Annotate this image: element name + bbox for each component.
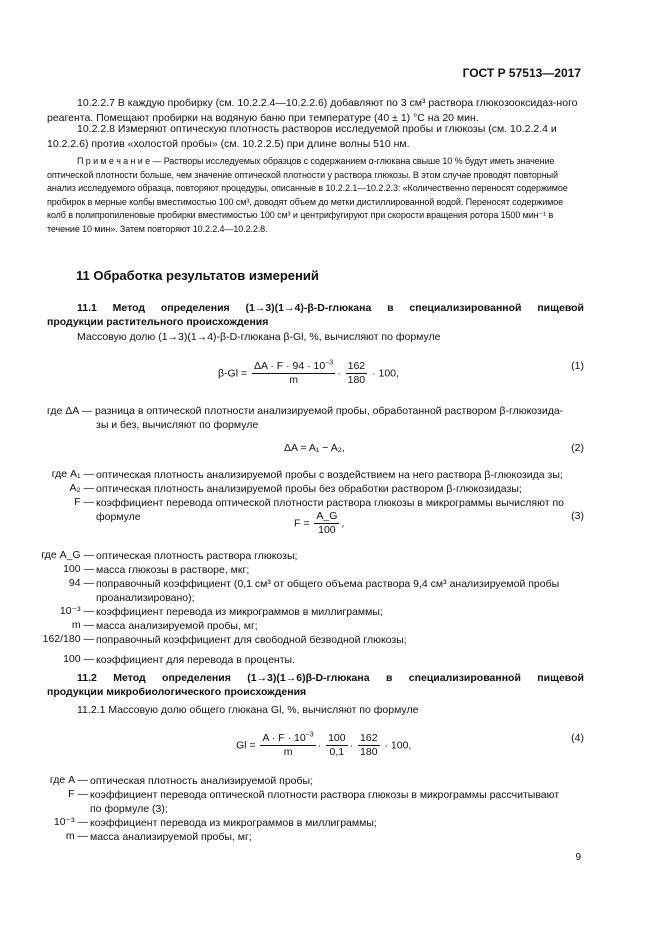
def-symbol: где A₁ — <box>51 468 94 480</box>
def-text: масса глюкозы в растворе, мкг; <box>96 564 250 576</box>
section-11-2-title-line2: продукции микробиологического происхождения <box>47 686 307 698</box>
def-text: проанализировано); <box>96 592 195 604</box>
section-11-1-title-line2: продукции растительного происхождения <box>47 316 269 328</box>
def-text: коэффициент перевода из микрограммов в миллиграммы; <box>90 817 377 829</box>
equation-3: F = $\frac{A\_G}{100}$ , <box>294 510 345 536</box>
section-11-1-intro: Массовую долю (1→3)(1→4)-β-D-глюкана β-Gl, %, вычисляют по формуле <box>77 331 441 343</box>
def-text: коэффициент перевода оптической плотности раствора глюкозы в микрограммы рассчитывают <box>90 789 560 801</box>
def-text: коэффициент перевода из микрограммов в миллиграммы; <box>96 606 383 618</box>
def-text: коэффициент перевода оптической плотности раствора глюкозы в микрограммы вычисляют по <box>96 497 565 509</box>
section-11-2-1-intro: 11.2.1 Массовую долю общего глюкана Gl, %, вычисляют по формуле <box>77 704 419 716</box>
def-symbol: 100 — <box>63 563 94 575</box>
def-text: поправочный коэффициент для свободной безводной глюкозы; <box>96 634 407 646</box>
eq4-fraction-1: $\frac{A \cdot F \cdot 10^{-3}}{m}$ <box>262 731 314 758</box>
def-text: оптическая плотность анализируемой пробы без обработки раствором β-глюкозидазы; <box>96 483 522 495</box>
def-text: по формуле (3); <box>90 803 168 815</box>
def-symbol: F — <box>74 496 94 508</box>
equation-3-number: (3) <box>571 510 584 522</box>
paragraph-10228: 10.2.2.8 Измеряют оптическую плотность растворов исследуемой пробы и глюкозы (см. 10.2.2.4 и 10.2.2.6) против «холостой пробы» (см. 10.2.2.5) при длине волны 510 нм. <box>47 123 557 150</box>
def-symbol: 10⁻³ — <box>53 816 88 828</box>
def-symbol: F — <box>68 788 88 800</box>
def-text: масса анализируемой пробы, мг; <box>96 620 258 632</box>
eq1-fraction-2: $\frac{162}{180}$ <box>347 360 366 386</box>
section-11-1-title-line1: 11.1 Метод определения (1→3)(1→4)-β-D-глюкана в специализированной пищевой <box>77 302 584 314</box>
equation-1-number: (1) <box>571 360 584 372</box>
def-text: масса анализируемой пробы, мг; <box>90 831 252 843</box>
page-number: 9 <box>575 852 581 863</box>
eq3-fraction: $\frac{A\_G}{100}$ <box>316 510 338 536</box>
def-symbol: m — <box>65 830 88 842</box>
def-symbol: A₂ — <box>69 482 94 494</box>
def-symbol: 94 — <box>68 577 94 589</box>
document-header: ГОСТ Р 57513—2017 <box>462 66 581 80</box>
eq1-fraction-1: $\frac{\Delta A \cdot F \cdot 94 \cdot 10^{-3}}{m}$ <box>254 359 334 386</box>
eq1-lhs: β-Gl = <box>218 367 248 380</box>
def-symbol: 100 — <box>63 653 94 665</box>
note: П р и м е ч а н и е — Растворы исследуемых образцов с содержанием α-глюкана свыше 10 % будут иметь значение оптической плотности больше, чем значение оптической плотности у раствора глюкозы. В этом случае проводят повторный анализ исследуемого образца, повторяют процедуры, описанные в 10.2.2.1—10.2.2.3: «Количественно переносят содержимое пробирок в мерные колбы вместимостью 100 см³, доводят объем до метки дистиллированной водой. Переносят содержимое колб в полипропиленовые пробирки вместимостью 100 см³ и центрифугируют при скорости вращения ротора 1500 мин⁻¹ в течение 10 мин». Затем повторяют 10.2.2.4—10.2.2.8. <box>47 156 568 234</box>
equation-2: ΔA = A₁ − A₂, <box>284 442 345 454</box>
def-symbol: 162/180 — <box>42 633 94 645</box>
equation-4: Gl = $\frac{A \cdot F \cdot 10^{-3}}{m}$ · $\frac{100}{0,1}$ · $\frac{162}{180}$ · 100, <box>236 731 412 758</box>
where-delta-a-cont: зы и без, вычисляют по формуле <box>96 419 259 431</box>
def-text: оптическая плотность раствора глюкозы; <box>96 550 298 562</box>
where-delta-a: где ΔA — разница в оптической плотности анализируемой пробы, обработанной раствором β-глюкозида- <box>47 405 564 417</box>
def-text: поправочный коэффициент (0,1 см³ от общего объема раствора 9,4 см³ анализируемой пробы <box>96 578 560 590</box>
section-11-title: 11 Обработка результатов измерений <box>76 268 319 283</box>
def-symbol: где A_G — <box>41 549 94 561</box>
def-text: формуле <box>96 511 141 523</box>
eq4-fraction-3: $\frac{162}{180}$ <box>360 732 378 758</box>
def-symbol: где A — <box>49 774 88 786</box>
def-symbol: 10⁻³ — <box>59 605 94 617</box>
section-11-2-title-line1: 11.2 Метод определения (1→3)(1→6)β-D-глюкана в специализированной пищевой <box>77 672 584 684</box>
def-text: коэффициент для перевода в проценты. <box>96 654 295 666</box>
def-text: оптическая плотность анализируемой пробы с воздействием на него раствора β-глюкозида зы; <box>96 469 563 481</box>
paragraph-10227: 10.2.2.7 В каждую пробирку (см. 10.2.2.4—10.2.2.6) добавляют по 3 см³ раствора глюкозооксидаз-ного реагента. Помещают пробирки на водяную баню при температуре (40 ± 1) °С на 20 мин. <box>47 97 578 124</box>
eq4-fraction-2: $\frac{100}{0,1}$ <box>328 732 346 758</box>
equation-1: β-Gl = $\frac{\Delta A \cdot F \cdot 94 \cdot 10^{-3}}{m}$ · $\frac{162}{180}$ · 100, <box>218 359 399 386</box>
def-text: оптическая плотность анализируемой пробы; <box>90 775 313 787</box>
equation-2-number: (2) <box>571 442 584 454</box>
equation-4-number: (4) <box>571 732 584 744</box>
def-symbol: m — <box>71 619 94 631</box>
